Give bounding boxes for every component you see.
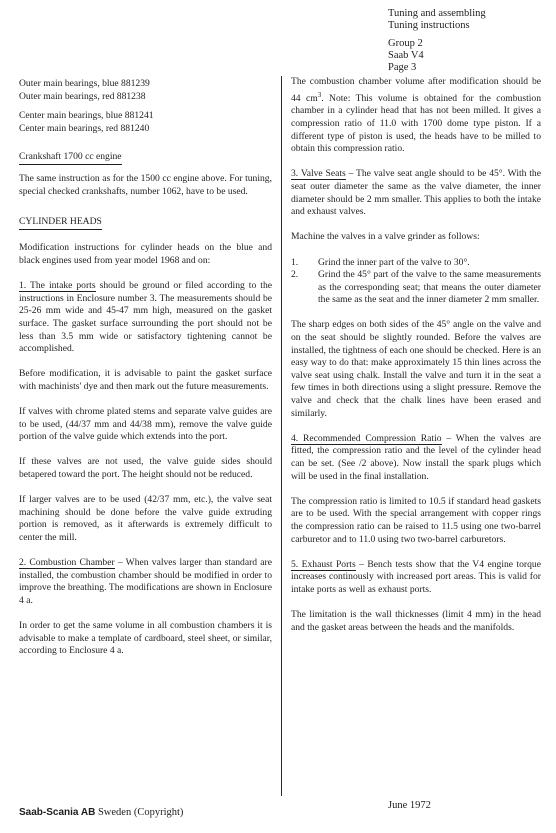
header-subsection: Tuning instructions: [388, 20, 470, 31]
exhaust-ports-title: 5. Exhaust Ports: [291, 558, 356, 570]
right-column: [291, 76, 541, 647]
bearing-item: Outer main bearings, red 881238: [19, 90, 146, 102]
valve-guide-paragraph: If these valves are not used, the valve guide sides should betapered toward the port. The height should not be reduced.: [19, 456, 272, 481]
header-group: Group 2: [388, 38, 423, 49]
footer-date: June 1972: [388, 800, 431, 811]
intake-ports-text: should be ground or filed according to the instructions in Enclosure number 3. The measurements should be 25-26 mm wide and 45-47 mm high, measured on the gasket surface. The gasket surface surrounding the port should not be less than 3.5 mm wide or satisfactory tightening cannot be accomplished.: [19, 280, 272, 355]
volume-text-start: The combustion chamber volume after modification should be 44 cm: [291, 76, 541, 104]
header-section: Tuning and assembling: [388, 8, 486, 19]
exhaust-ports-paragraph: [291, 559, 541, 597]
step-text: Grind the 45° part of the valve to the same measurements as the corresponding seat; that means the outer diameter the same as the seat and the inner diameter 2 mm smaller.: [318, 269, 541, 306]
footer-copyright: [19, 807, 183, 818]
combustion-chamber-text: – When valves larger than standard are installed, the combustion chamber should be modified in order to improve the breathing. The modifications are shown in Enclosure 4 a.: [19, 557, 272, 606]
modification-paragraph: Modification instructions for cylinder heads on the blue and black engines used from year model 1968 and on:: [19, 242, 272, 266]
sharp-edges-paragraph: The sharp edges on both sides of the 45° angle on the valve and on the seat should be slightly rounded. Before the valves are installed, the tightness of each one should be checked. Here is an easy way to do that: make approximately 15 thin lines across the valve seat using chalk. Install the valve and turn it in the seat a few times in both directions using a slight pressure. Remove the valve and check that the chalk lines have been erased and similarly.: [291, 319, 541, 419]
volume-text-end: . Note: This volume is obtained for the combustion chamber in a cylinder head that has not been milled. It gives a compression ratio of 11.0 with 1700 dome type piston. If a different type of piston is used, the heads have to be milled to obtain this compression ratio.: [291, 92, 542, 155]
cylinder-heads-heading: CYLINDER HEADS: [19, 216, 102, 230]
grinder-intro: Machine the valves in a valve grinder as follows:: [291, 231, 480, 243]
column-divider: [281, 76, 282, 796]
step-number: 1.: [291, 256, 299, 268]
valve-seats-title: 3. Valve Seats: [291, 168, 346, 180]
grinding-steps: [291, 257, 541, 307]
wall-thickness-paragraph: The limitation is the wall thicknesses (limit 4 mm) in the head and the gasket areas between the heads and the manifolds.: [291, 609, 541, 633]
crankshaft-paragraph: The same instruction as for the 1500 cc engine above. For tuning, special checked crankshafts, number 1062, have to be used.: [19, 172, 272, 197]
crankshaft-heading: Crankshaft 1700 cc engine: [19, 151, 122, 165]
before-modification-paragraph: Before modification, it is advisable to paint the gasket surface with machinists' dye and then mark out the future measurements.: [19, 368, 272, 392]
step-number: 2.: [291, 269, 299, 281]
intake-ports-title: 1. The intake ports: [19, 280, 96, 292]
combustion-chamber-paragraph: [19, 557, 272, 607]
compression-ratio-title: 4. Recommended Compression Ratio: [291, 432, 442, 444]
chrome-valves-paragraph: If valves with chrome plated stems and separate valve guides are to be used, (44/37 mm and 44/38 mm), remove the valve guide portion of the valve guide which extends into the port.: [19, 406, 272, 443]
company-name: Saab-Scania AB: [19, 807, 96, 818]
step-text: Grind the inner part of the valve to 30°.: [318, 256, 470, 268]
compression-ratio-paragraph: [291, 433, 541, 483]
compression-ratio-text: – When the valves are fitted, the compression ratio and the level of the cylinder head can be set. (See /2 above). Now install the spark plugs which will be used in the final installation.: [291, 432, 541, 482]
bearing-item: Outer main bearings, blue 881239: [19, 78, 150, 89]
template-paragraph: In order to get the same volume in all combustion chambers it is advisable to make a template of cardboard, steel sheet, or similar, according to Enclosure 4 a.: [19, 620, 272, 657]
header-page-number: Page 3: [388, 62, 417, 73]
compression-limit-paragraph: The compression ratio is limited to 10.5 if standard head gaskets are to be used. With the special arrangement with copper rings the compression ratio can be raised to 11.5 using one two-barrel carburetor and to 11.0 using two two-barrel carburetors.: [291, 495, 541, 545]
larger-valves-paragraph: If larger valves are to be used (42/37 mm, etc.), the valve seat machining should be done before the valve guide extruding portion is removed, as it afterwards is extremely difficult to center the mill.: [19, 494, 272, 543]
intake-ports-paragraph: [19, 280, 272, 356]
list-item: [291, 269, 541, 307]
combustion-chamber-title: 2. Combustion Chamber: [19, 557, 115, 569]
bearing-item: Center main bearings, red 881240: [19, 122, 150, 134]
valve-seats-paragraph: [291, 168, 541, 218]
copyright-text: Sweden (Copyright): [97, 807, 184, 818]
volume-superscript: 3: [317, 90, 322, 99]
left-column: [19, 78, 272, 671]
exhaust-ports-text: – Bench tests show that the V4 engine torque increases continously with increased port areas. This is valid for intake ports as well as exhaust ports.: [291, 558, 541, 595]
header-model: Saab V4: [388, 50, 424, 61]
volume-paragraph: [291, 76, 541, 156]
list-item: [291, 257, 541, 270]
bearing-item: Center main bearings, blue 881241: [19, 110, 154, 122]
valve-seats-text: – The valve seat angle should to be 45°. With the seat outer diameter the same as the valve diameter, the inner diameter should be 2 mm smaller. This applies to both the intake and exhaust valves.: [291, 168, 541, 218]
bearing-list: [19, 78, 272, 135]
document-header: [388, 8, 486, 74]
